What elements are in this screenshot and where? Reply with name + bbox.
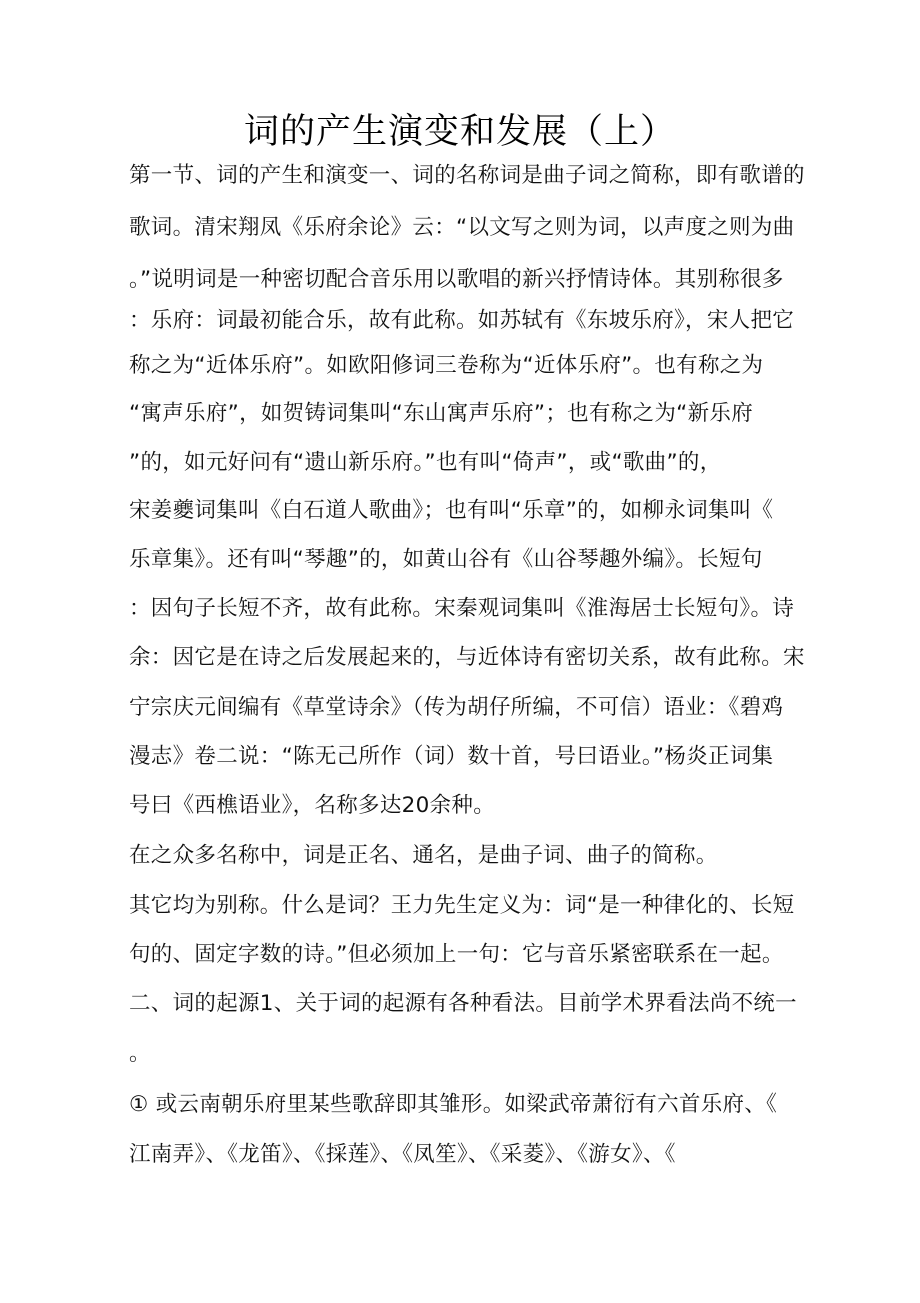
text-line: 乐章集》。还有叫“琴趣”的，如黄山谷有《山谷琴趣外编》。长短句 [129,547,763,572]
text-line: 漫志》卷二说：“陈无己所作（词）数十首，号曰语业。”杨炎正词集 [129,744,774,769]
text-line: ：因句子长短不齐，故有此称。宋秦观词集叫《淮海居士长短句》。诗 [129,596,795,621]
text-line: ① 或云南朝乐府里某些歌辞即其雏形。如梁武帝萧衍有六首乐府、《 [129,1092,778,1117]
text-line: ：乐府：词最初能合乐，故有此称。如苏轼有《东坡乐府》，宋人把它 [129,308,795,333]
text-line: 余：因它是在诗之后发展起来的，与近体诗有密切关系，故有此称。宋 [129,645,805,670]
text-line: 其它均为别称。什么是词？王力先生定义为：词“是一种律化的、长短 [129,893,795,918]
text-line: 第一节、词的产生和演变一、词的名称词是曲子词之简称，即有歌谱的 [129,163,805,188]
text-line: 江南弄》、《龙笛》、《採莲》、《凤笙》、《采菱》、《游女》、《 [129,1142,676,1167]
text-line: 称之为“近体乐府”。如欧阳修词三卷称为“近体乐府”。也有称之为 [129,353,764,378]
text-line: 句的、固定字数的诗。”但必须加上一句：它与音乐紧密联系在一起。 [129,942,784,967]
text-line: 。 [129,1041,151,1066]
text-line: 号曰《西樵语业》，名称多达20余种。 [129,793,496,818]
text-line: “寓声乐府”，如贺铸词集叫“东山寓声乐府”；也有称之为“新乐府 [129,401,753,426]
text-line: 。”说明词是一种密切配合音乐用以歌唱的新兴抒情诗体。其别称很多 [129,267,784,292]
document-title: 词的产生演变和发展（上） [243,112,676,152]
text-line: 宋姜夔词集叫《白石道人歌曲》；也有叫“乐章”的，如柳永词集叫《 [129,498,774,523]
text-line: 歌词。清宋翔凤《乐府余论》云：“以文写之则为词，以声度之则为曲 [129,215,795,240]
text-line: 在之众多名称中，词是正名、通名，是曲子词、曲子的简称。 [129,843,718,868]
text-line: 宁宗庆元间编有《草堂诗余》（传为胡仔所编，不可信）语业：《碧鸡 [129,695,784,720]
text-line: 二、词的起源1、关于词的起源有各种看法。目前学术界看法尚不统一 [129,991,797,1016]
text-line: ”的，如元好问有“遗山新乐府。”也有叫“倚声”，或“歌曲”的， [129,450,722,475]
